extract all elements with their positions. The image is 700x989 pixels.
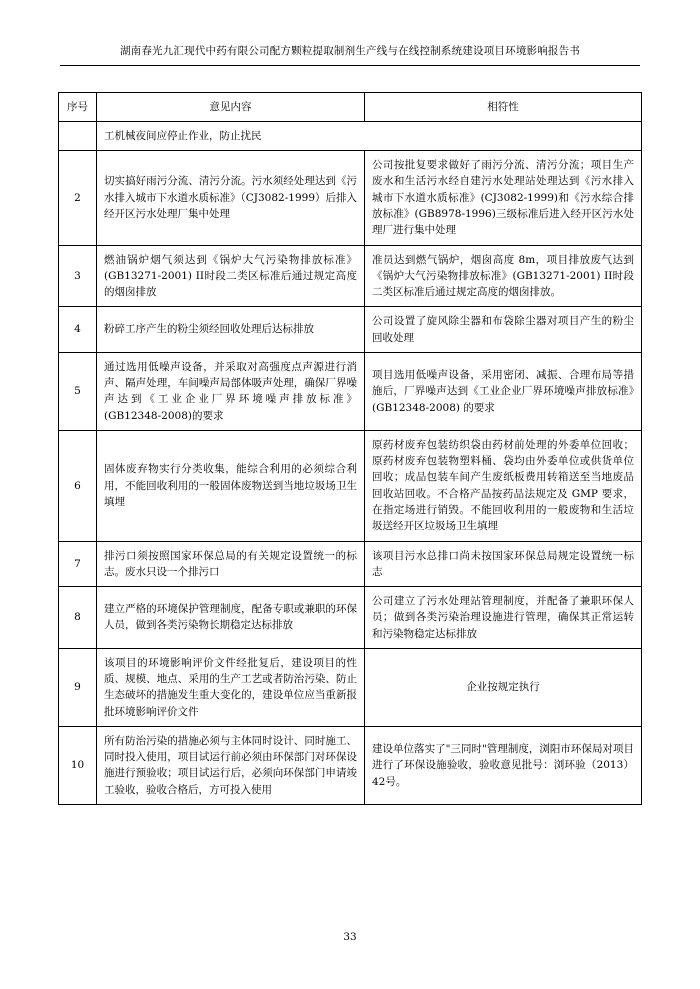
- cell-opinion: 切实搞好雨污分流、清污分流。污水须经处理达到《污水排入城市下水道水质标准》（CJ3082-1999）后排入经开区污水处理厂集中处理: [97, 151, 365, 245]
- cell-no: 7: [59, 541, 97, 587]
- cell-opinion: 建立严格的环境保护管理制度，配备专职或兼职的环保人员，做到各类污染物长期稳定达标排放: [97, 587, 365, 649]
- header-cell-no: 序号: [59, 92, 97, 121]
- cell-match: 公司建立了污水处理站管理制度，并配备了兼职环保人员；做到各类污染治理设施进行管理，确保其正常运转和污染物稳定达标排放: [365, 587, 642, 649]
- cell-match: 建设单位落实了"三同时"管理制度，浏阳市环保局对项目进行了环保设施验收，验收意见批号：浏环验（2013）42号。: [365, 726, 642, 804]
- cell-no: 8: [59, 587, 97, 649]
- document-header: 湖南春光九汇现代中药有限公司配方颗粒提取制剂生产线与在线控制系统建设项目环境影响报告书: [60, 44, 640, 66]
- table-header-row: [59, 92, 642, 121]
- cell-opinion: 该项目的环境影响评价文件经批复后，建设项目的性质、规模、地点、采用的生产工艺或者防治污染、防止生态破坏的措施发生重大变化的，建设单位应当重新报批环境影响评价文件: [97, 648, 365, 726]
- header-cell-match: 相符性: [365, 92, 642, 121]
- table-row: [59, 541, 642, 587]
- cell-no: 2: [59, 151, 97, 245]
- cell-opinion: 固体废弃物实行分类收集，能综合利用的必须综合利用，不能回收利用的一般固体废物送到当地垃圾场卫生填埋: [97, 430, 365, 541]
- compliance-table: [58, 92, 642, 805]
- cell-opinion: 粉碎工序产生的粉尘须经回收处理后达标排放: [97, 307, 365, 353]
- table-row: [59, 307, 642, 353]
- cell-no-note: [59, 121, 97, 150]
- cell-match: 该项目污水总排口尚未按国家环保总局规定设置统一标志: [365, 541, 642, 587]
- cell-opinion: 通过选用低噪声设备，并采取对高强度点声源进行消声、隔声处理，车间噪声局部体吸声处理，确保厂界噪声达到《工业企业厂界环境噪声排放标准》(GB12348-2008)的要求: [97, 352, 365, 430]
- table-row: [59, 726, 642, 804]
- cell-match: 公司按批复要求做好了雨污分流、清污分流；项目生产废水和生活污水经自建污水处理站处理达到《污水排入城市下水道水质标准》(CJ3082-1999)和《污水综合排放标准》(GB8978-1996)三级标准后进入经开区污水处理厂进行集中处理: [365, 151, 642, 245]
- table-row: [59, 151, 642, 245]
- table-row: [59, 245, 642, 307]
- table-row: [59, 352, 642, 430]
- table-row: [59, 648, 642, 726]
- cell-no: 6: [59, 430, 97, 541]
- cell-match: 企业按规定执行: [365, 648, 642, 726]
- table-row: [59, 430, 642, 541]
- cell-note-text: 工机械夜间应停止作业，防止扰民: [97, 121, 642, 150]
- cell-opinion: 排污口须按照国家环保总局的有关规定设置统一的标志。废水只设一个排污口: [97, 541, 365, 587]
- cell-opinion: 燃油锅炉烟气须达到《锅炉大气污染物排放标准》(GB13271-2001) II时段二类区标准后通过规定高度的烟囱排放: [97, 245, 365, 307]
- cell-no: 5: [59, 352, 97, 430]
- cell-no: 4: [59, 307, 97, 353]
- cell-no: 9: [59, 648, 97, 726]
- header-cell-opinion: 意见内容: [97, 92, 365, 121]
- cell-match: 公司设置了旋风除尘器和布袋除尘器对项目产生的粉尘回收处理: [365, 307, 642, 353]
- page-number: 33: [343, 931, 357, 943]
- cell-no: 3: [59, 245, 97, 307]
- cell-match: 原药材废弃包装纺织袋由药材前处理的外委单位回收；原药材废弃包装物塑料桶、袋均由外委单位或供货单位回收；成品包装车间产生废纸板费用转箱送至当地废品回收站回收。不合格产品按药品法规定及 GMP 要求，在指定场进行销毁。不能回收利用的一般废物和生活垃圾送经开区垃圾场卫生填埋: [365, 430, 642, 541]
- cell-match: 项目选用低噪声设备，采用密闭、减振、合理布局等措施后，厂界噪声达到《工业企业厂界环境噪声排放标准》(GB12348-2008) 的要求: [365, 352, 642, 430]
- table-row-note: [59, 121, 642, 150]
- cell-opinion: 所有防治污染的措施必须与主体同时设计、同时施工、同时投入使用，项目试运行前必须由环保部门对环保设施进行预验收；项目试运行后，必须向环保部门申请竣工验收，验收合格后，方可投入使用: [97, 726, 365, 804]
- table-row: [59, 587, 642, 649]
- cell-match: 准员达到燃气锅炉，烟囱高度 8m，项目排放废气达到《锅炉大气污染物排放标准》(GB13271-2001) II时段二类区标准后通过规定高度的烟囱排放。: [365, 245, 642, 307]
- cell-no: 10: [59, 726, 97, 804]
